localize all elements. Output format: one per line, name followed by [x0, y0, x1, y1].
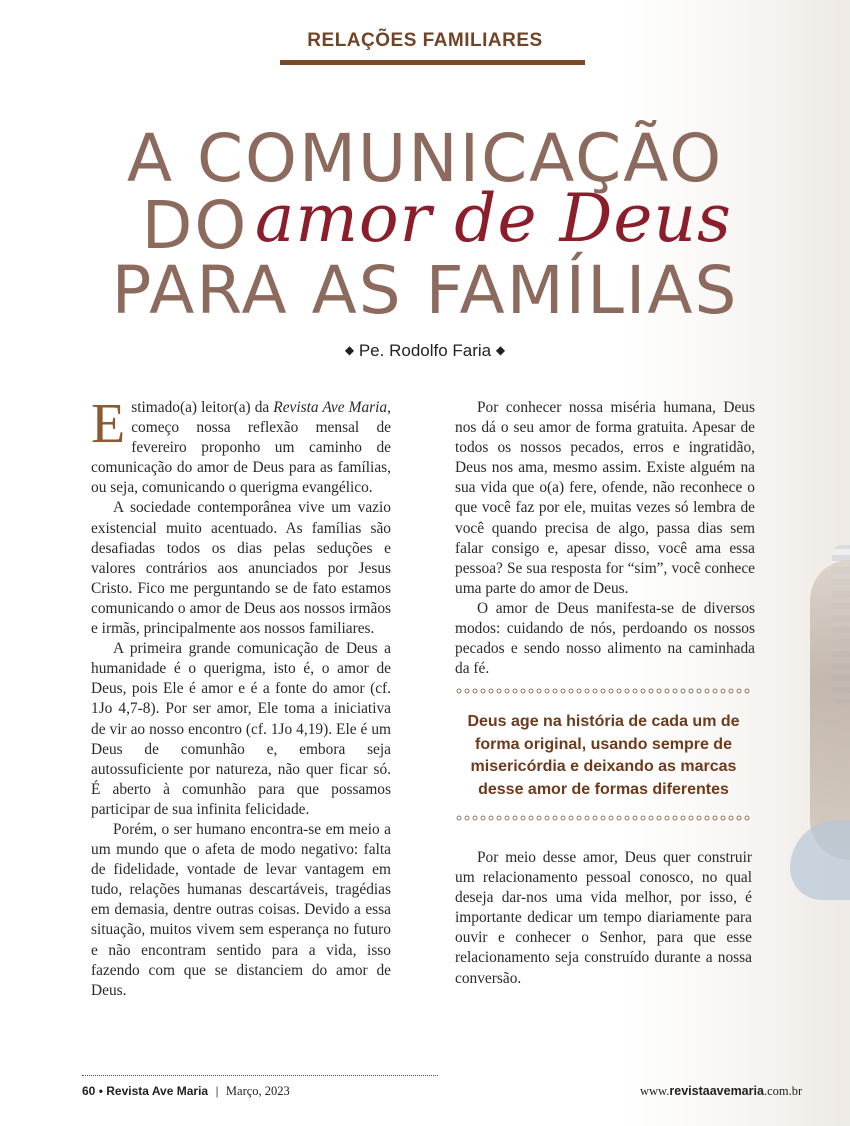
- magazine-name-italic: Revista Ave Maria: [273, 399, 388, 416]
- paragraph-text: , começo nossa reflexão mensal de fevereiro proponho um caminho de comunicação do amor de Deus para as famílias, ou seja, comunicando o querigma evangélico.: [91, 399, 391, 497]
- paragraph: [91, 393, 391, 498]
- paragraph: A primeira grande comunicação de Deus a humanidade é o querigma, isto é, o amor de Deus, pois Ele é amor e é a fonte do amor (cf. 1Jo 4,7-8). Por ser amor, Ele toma a iniciativa de vir ao nosso encontro (cf. 1Jo 4,19). Ele é um Deus de comunhão e, embora seja autossuficiente por natureza, não quer ficar só. É aberto à comunhão para que possamos participar de sua infinita felicidade.: [91, 640, 391, 818]
- paragraph: Por meio desse amor, Deus quer construir um relacionamento pessoal conosco, no qual deseja dar-nos uma vida melhor, por isso, é importante dedicar um tempo diariamente para ouvir e conhecer o Senhor, para que esse relacionamento seja construído durante a nossa conversão.: [455, 849, 752, 987]
- paragraph-text: stimado(a) leitor(a) da: [131, 399, 274, 416]
- paragraph: O amor de Deus manifesta-se de diversos modos: cuidando de nós, perdoando os nossos pecados e sendo nosso alimento na caminhada da fé.: [455, 599, 755, 678]
- byline: [0, 341, 850, 361]
- magazine-name: Revista Ave Maria: [106, 1084, 209, 1098]
- url-domain: revistaavemaria: [669, 1084, 764, 1098]
- diamond-icon: ◆: [495, 343, 506, 357]
- url-suffix: .com.br: [763, 1084, 803, 1098]
- headline-script: amor de Deus: [255, 180, 732, 257]
- background-arm-detail: [810, 560, 850, 860]
- section-title: RELAÇÕES FAMILIARES: [307, 30, 543, 51]
- paragraph: Porém, o ser humano encontra-se em meio a um mundo que o afeta de modo negativo: falta de fidelidade, vontade de levar vantagem em tudo, relações humanas descartáveis, tragédias em demasia, dentre outras coisas. Devido a essa situação, muitos vivem sem esperança no futuro e não encontram sentido para a vida, isso fazendo com que se distanciem do amor de Deus.: [91, 820, 391, 999]
- footer-separator: |: [215, 1084, 219, 1098]
- author-name: Pe. Rodolfo Faria: [358, 341, 492, 360]
- pull-quote-top-rule: [455, 687, 752, 695]
- headline-line-2-prefix: DO: [141, 187, 249, 264]
- pull-quote-bottom-rule: [455, 814, 752, 822]
- background-knee-detail: [790, 820, 850, 900]
- paragraph: A sociedade contemporânea vive um vazio existencial muito acentuado. As famílias são desafiadas todos os dias pelas seduções e valores contrários aos anunciados por Jesus Cristo. Fico me perguntando se de fato estamos comunicando o amor de Deus aos nossos irmãos e irmãs, principalmente aos nossos familiares.: [91, 499, 391, 638]
- page-number: 60: [82, 1084, 96, 1098]
- url-prefix: www.: [640, 1084, 670, 1098]
- bullet: •: [98, 1084, 103, 1098]
- headline-line-1: A COMUNICAÇÃO: [126, 120, 724, 197]
- diamond-icon: ◆: [344, 343, 355, 357]
- headline-line-3: PARA AS FAMÍLIAS: [111, 252, 739, 329]
- paragraph: Por conhecer nossa miséria humana, Deus nos dá o seu amor de forma gratuita. Apesar de todos os nossos pecados, erros e ingratidão, Deus nos ama, mesmo assim. Existe alguém na sua vida que o(a) fere, ofende, não reconhece o que você faz por ele, muitas vezes só lembra de você quando precisa de algo, passa dias sem falar consigo e, apesar disso, você ama essa pessoa? Se sua resposta for “sim”, você conhece uma parte do amor de Deus.: [455, 399, 755, 597]
- article-column-right: [455, 398, 755, 679]
- footer-left: [82, 1084, 290, 1099]
- pull-quote: Deus age na história de cada um de forma original, usando sempre de misericórdia e deixando as marcas desse amor de formas diferentes: [467, 713, 740, 798]
- article-column-left: [91, 393, 391, 1001]
- drop-cap: E: [91, 393, 126, 455]
- article-column-right-continued: [455, 848, 752, 989]
- issue-date: Março, 2023: [225, 1084, 290, 1098]
- footer-divider: [82, 1075, 438, 1076]
- section-underline: [280, 60, 585, 65]
- website-url[interactable]: [640, 1084, 802, 1099]
